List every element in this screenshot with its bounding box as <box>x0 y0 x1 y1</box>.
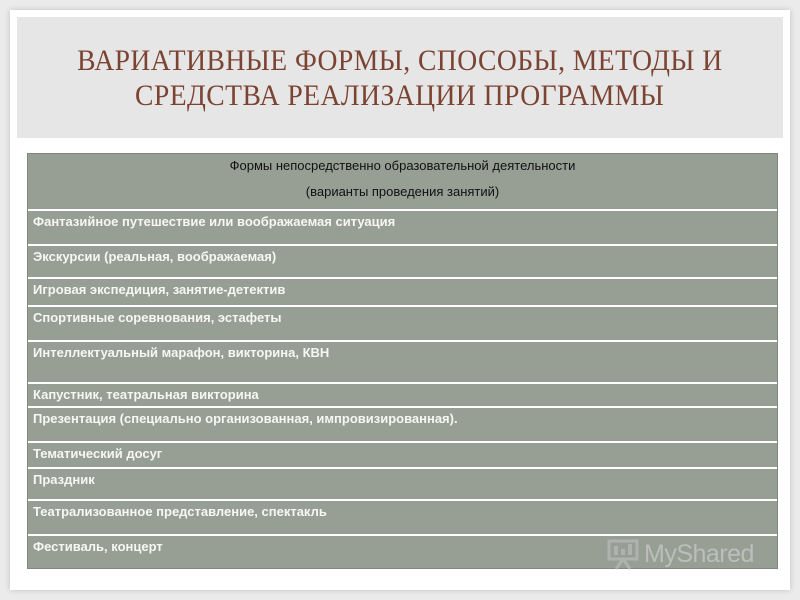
table-row: Праздник <box>28 469 777 501</box>
watermark <box>606 536 766 572</box>
table-row: Тематический досуг <box>28 443 777 469</box>
slide-title-line-1: ВАРИАТИВНЫЕ ФОРМЫ, СПОСОБЫ, МЕТОДЫ И <box>77 43 723 77</box>
table-row: Игровая экспедиция, занятие-детектив <box>28 279 777 307</box>
table-header-line-1: Формы непосредственно образовательной деятельности <box>229 158 576 173</box>
presentation-board-icon <box>606 537 640 571</box>
table-header <box>28 154 777 211</box>
table-row: Капустник, театральная викторина <box>28 384 777 408</box>
table-row: Спортивные соревнования, эстафеты <box>28 307 777 342</box>
title-band <box>17 17 783 138</box>
forms-table <box>27 153 778 569</box>
table-header-line-2: (варианты проведения занятий) <box>305 184 500 199</box>
table-row: Фантазийное путешествие или воображаемая ситуация <box>28 211 777 246</box>
table-row: Интеллектуальный марафон, викторина, КВН <box>28 342 777 384</box>
watermark-text: MyShared <box>644 539 754 568</box>
table-row: Презентация (специально организованная, импровизированная). <box>28 408 777 443</box>
table-row: Фестиваль, концерт <box>28 536 777 568</box>
table-row: Театрализованное представление, спектакль <box>28 501 777 536</box>
slide-title-line-2: СРЕДСТВА РЕАЛИЗАЦИИ ПРОГРАММЫ <box>135 78 665 112</box>
table-row: Экскурсии (реальная, воображаемая) <box>28 246 777 279</box>
